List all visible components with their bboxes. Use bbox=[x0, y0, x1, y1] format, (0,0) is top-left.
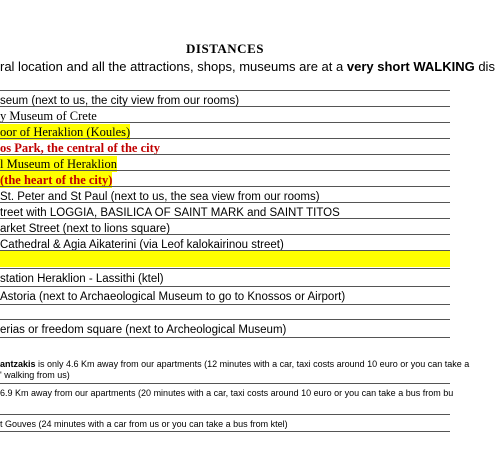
list-item: seum (next to us, the city view from our rooms) bbox=[0, 90, 450, 106]
list-item: Cathedral & Agia Aikaterini (via Leof kalokairinou street) bbox=[0, 234, 450, 250]
list-item: treet with LOGGIA, BASILICA OF SAINT MARK and SAINT TITOS bbox=[0, 202, 450, 218]
divider bbox=[0, 383, 450, 384]
list-item: l Museum of Heraklion bbox=[0, 154, 450, 170]
list-item: y Museum of Crete bbox=[0, 106, 450, 122]
intro-emphasis: very short WALKING bbox=[346, 59, 475, 74]
list-item: erias or freedom square (next to Archeological Museum) bbox=[0, 319, 450, 335]
note-kazantzakis: antzakis is only 4.6 Km away from our apartments (12 minutes with a car, taxi costs around 10 euro or you can take a bbox=[0, 359, 470, 369]
list-item bbox=[0, 304, 450, 318]
list-item: oor of Heraklion (Koules) bbox=[0, 122, 450, 138]
list-item: os Park, the central of the city bbox=[0, 138, 450, 154]
list-item: Astoria (next to Archaeological Museum to go to Knossos or Airport) bbox=[0, 286, 450, 302]
divider bbox=[0, 431, 450, 432]
list-item: station Heraklion - Lassithi (ktel) bbox=[0, 268, 450, 284]
intro-before: ral location and all the attractions, shops, museums are at a bbox=[0, 59, 347, 74]
note-second: 6.9 Km away from our apartments (20 minutes with a car, taxi costs around 10 euro or you can take a bus from bu bbox=[0, 388, 454, 398]
divider bbox=[0, 337, 450, 338]
note-kazantzakis-line2: ' walking from us) bbox=[0, 370, 70, 380]
list-item bbox=[0, 250, 450, 266]
intro-after: dis bbox=[474, 59, 495, 74]
note-gouves: t Gouves (24 minutes with a car from us or you can take a bus from ktel) bbox=[0, 419, 288, 429]
list-item: arket Street (next to lions square) bbox=[0, 218, 450, 234]
intro-text bbox=[0, 59, 495, 74]
page-title: DISTANCES bbox=[186, 41, 264, 56]
list-item: St. Peter and St Paul (next to us, the sea view from our rooms) bbox=[0, 186, 450, 202]
list-item: (the heart of the city) bbox=[0, 170, 450, 186]
divider bbox=[0, 414, 450, 415]
